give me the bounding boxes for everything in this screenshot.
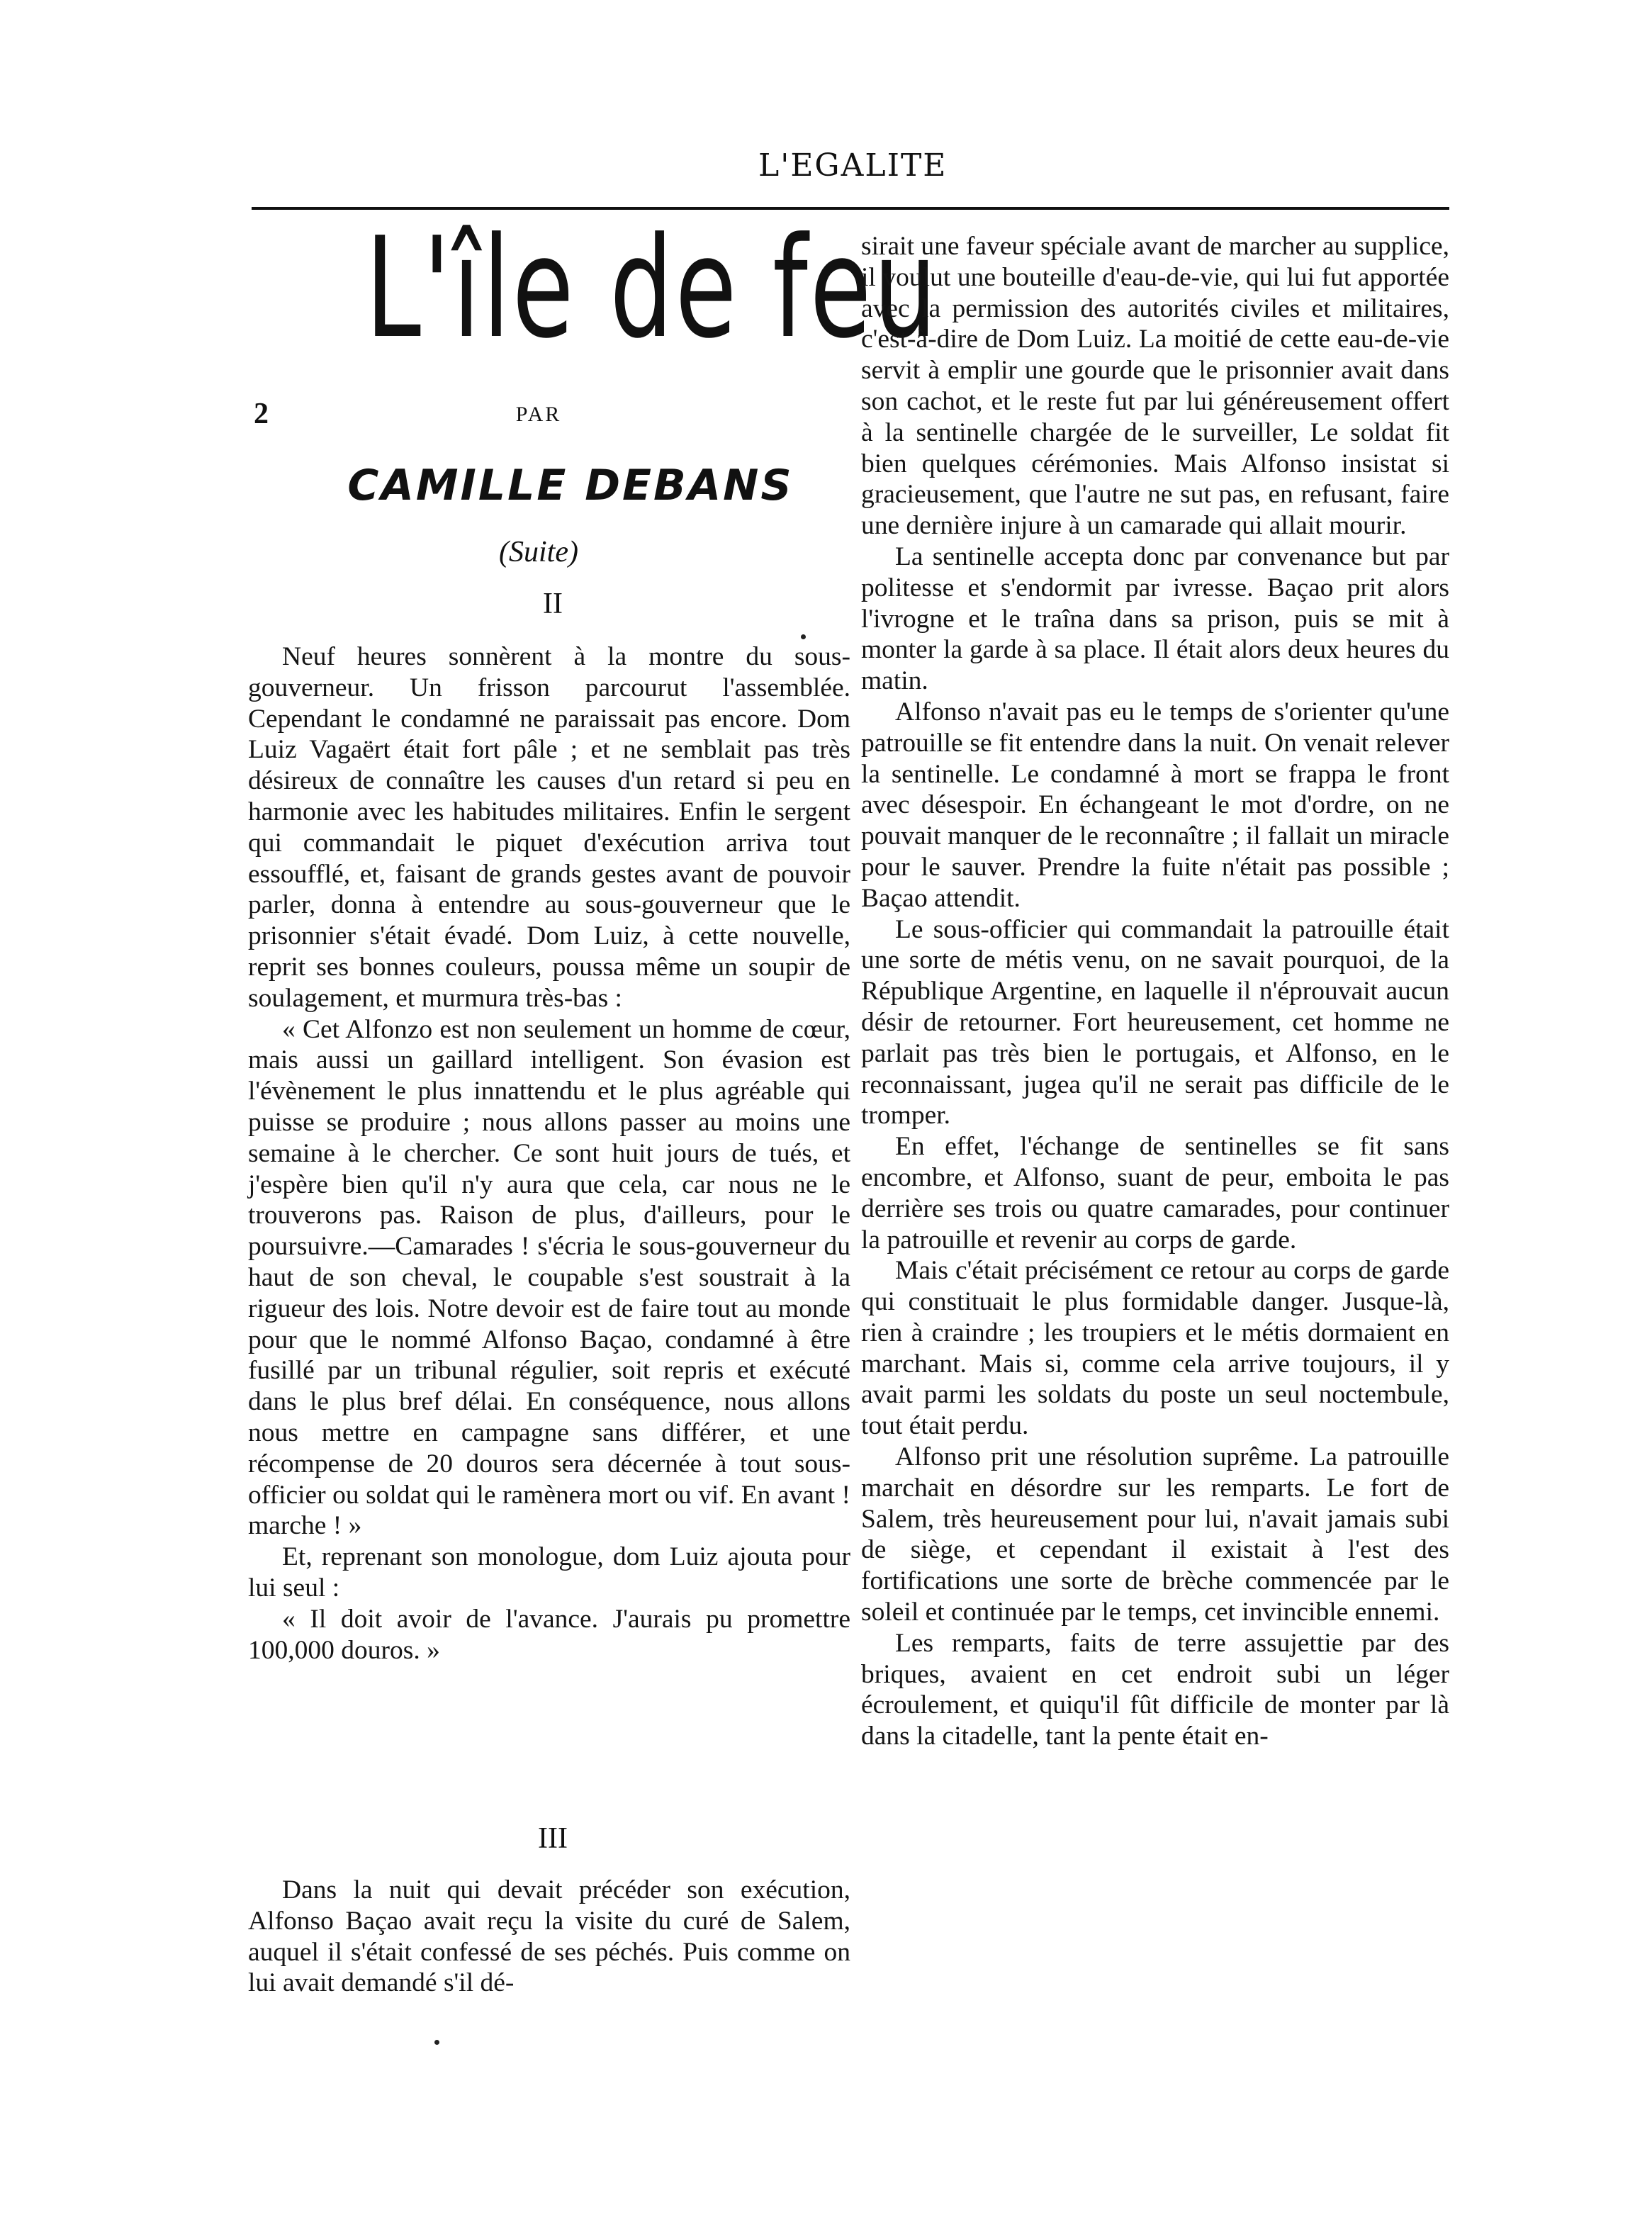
paragraph: La sentinelle accepta donc par convenance but par politesse et s'endormit par ivresse. Baçao prit alors l'ivrogne et le traîna dans sa prison, puis se mit à monter la garde à sa place. Il était alors deux heures du matin. bbox=[861, 541, 1449, 696]
paragraph: Les remparts, faits de terre assujettie par des briques, avaient en cet endroit subi un léger écroulement, et quiqu'il fût difficile de monter par là dans la citadelle, tant la pente était en- bbox=[861, 1628, 1449, 1751]
paragraph: « Cet Alfonzo est non seulement un homme de cœur, mais aussi un gaillard intelligent. Son évasion est l'évènement le plus innattendu et le plus agréable qui puisse se produire ; nous allons passer au moins une semaine à le chercher. Ce sont huit jours de tués, et j'espère bien qu'il n'y aura que cela, car nous ne le trouverons pas. Raison de plus, d'ailleurs, pour le poursuivre.—Camarades ! s'écria le sous-gouverneur du haut de son cheval, le coupable s'est soustrait à la rigueur des lois. Notre devoir est de faire tout au monde pour que le nommé Alfonso Baçao, condamné à être fusillé par un tribunal régulier, soit repris et exécuté dans le plus bref délai. En conséquence, nous allons nous mettre en campagne sans différer, et une récompense de 20 douros sera décernée à tout sous-officier ou soldat qui le ramènera mort ou vif. En avant ! marche ! » bbox=[248, 1014, 850, 1541]
paragraph: Neuf heures sonnèrent à la montre du sous-gouverneur. Un frisson parcourut l'assemblée. Cependant le condamné ne paraissait pas encore. Dom Luiz Vagaërt était fort pâle ; et ne semblait pas très désireux de connaître les causes d'un retard si peu en harmonie avec les habitudes militaires. Enfin le sergent qui commandait le piquet d'exécution arriva tout essoufflé, et, faisant de grands gestes avant de pouvoir parler, donna à entendre au sous-gouverneur que le prisonnier s'était évadé. Dom Luiz, à cette nouvelle, reprit ses bonnes couleurs, poussa même un soupir de soulagement, et murmura très-bas : bbox=[248, 642, 850, 1013]
paragraph: Dans la nuit qui devait précéder son exécution, Alfonso Baçao avait reçu la visite du curé de Salem, auquel il s'était confessé de ses péchés. Puis comme on lui avait demandé s'il dé- bbox=[248, 1875, 850, 1998]
byline-par: PAR bbox=[515, 403, 562, 426]
chapter-heading-iii: III bbox=[538, 1822, 568, 1855]
print-speck bbox=[801, 634, 806, 639]
chapter-heading-ii: II bbox=[543, 588, 563, 620]
page-number: 2 bbox=[254, 398, 269, 430]
paragraph: « Il doit avoir de l'avance. J'aurais pu promettre 100,000 douros. » bbox=[248, 1604, 850, 1665]
left-column-chapter-ii bbox=[248, 641, 850, 1666]
paragraph: Alfonso n'avait pas eu le temps de s'orienter qu'une patrouille se fit entendre dans la nuit. On venait relever la sentinelle. Le condamné à mort se frappa le front avec désespoir. En échangeant le mot d'ordre, on ne pouvait manquer de le reconnaître ; il fallait un miracle pour le sauver. Prendre la fuite n'était pas possible ; Baçao attendit. bbox=[861, 697, 1449, 913]
paragraph: En effet, l'échange de sentinelles se fit sans encombre, et Alfonso, suant de peur, emboita le pas derrière ses trois ou quatre camarades, pour continuer la patrouille et revenir au corps de garde. bbox=[861, 1132, 1449, 1255]
right-column bbox=[861, 231, 1449, 1752]
paragraph: Le sous-officier qui commandait la patrouille était une sorte de métis venu, on ne savait pourquoi, de la République Argentine, en laquelle il n'éprouvait aucun désir de retourner. Fort heureusement, cet homme ne parlait pas très bien le portugais, et Alfonso, en le reconnaissant, jugea qu'il ne serait pas difficile de le tromper. bbox=[861, 914, 1449, 1130]
paragraph-continuation: sirait une faveur spéciale avant de marcher au supplice, il voulut une bouteille d'eau-de-vie, qui lui fut apportée avec la permission des autorités civiles et militaires, c'est-à-dire de Dom Luiz. La moitié de cette eau-de-vie servit à emplir une gourde que le prisonnier avait dans son cachot, et le reste fut par lui généreusement offert à la sentinelle chargée de le surveiller, Le soldat fit bien quelques cérémonies. Mais Alfonso insistat si gracieusement, que l'autre ne sut pas, en refusant, faire une dernière injure à un camarade qui allait mourir. bbox=[861, 232, 1449, 541]
author-name: CAMILLE DEBANS bbox=[347, 461, 794, 510]
left-column-chapter-iii bbox=[248, 1875, 850, 1999]
paragraph: Alfonso prit une résolution suprême. La patrouille marchait en désordre sur les remparts. Le fort de Salem, très heureusement pour lui, n'avait jamais subi de siège, et cependant il existait à l'est des fortifications une sorte de brèche commencée par le soleil et continuée par le temps, cet invincible ennemi. bbox=[861, 1442, 1449, 1627]
suite-label bbox=[468, 535, 609, 569]
suite-text: (Suite) bbox=[499, 536, 578, 568]
paragraph: Mais c'était précisément ce retour au corps de garde qui constituait le plus formidable danger. Jusque-là, rien à craindre ; les troupiers et le métis dormaient en marchant. Mais si, comme cela arrive toujours, il y avait parmi les soldats du poste un seul noctembule, tout était perdu. bbox=[861, 1256, 1449, 1441]
paragraph: Et, reprenant son monologue, dom Luiz ajouta pour lui seul : bbox=[248, 1542, 850, 1603]
print-speck bbox=[434, 2040, 439, 2045]
running-head: L'EGALITE bbox=[758, 147, 948, 184]
story-title: L'île de feu bbox=[365, 208, 939, 369]
